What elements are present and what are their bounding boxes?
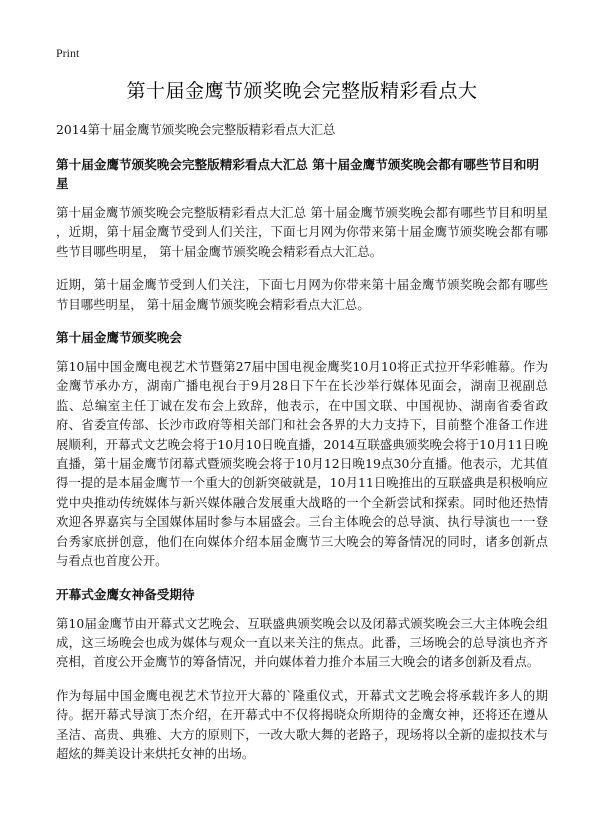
section-opening-goddess — [56, 585, 548, 764]
document-title: 第十届金鹰节颁奖晚会完整版精彩看点大 — [126, 80, 478, 102]
section-gala — [56, 328, 548, 570]
section-heading: 第十届金鹰节颁奖晚会完整版精彩看点大汇总 第十届金鹰节颁奖晚会都有哪些节目和明星 — [56, 157, 539, 191]
paragraph: 第十届金鹰节颁奖晚会完整版精彩看点大汇总 第十届金鹰节颁奖晚会都有哪些节目和明星 ，近期，第十届金鹰节受到人们关注，下面七月网为你带来第十届金鹰节颁奖晚会都有哪些节目哪些明星， 第十届金鹰节颁奖晚会精彩看点大汇总。 — [56, 205, 548, 259]
paragraph: 近期，第十届金鹰节受到人们关注，下面七月网为你带来第十届金鹰节颁奖晚会都有哪些节目哪些明星， 第十届金鹰节颁奖晚会精彩看点大汇总。 — [56, 277, 548, 312]
section-heading: 开幕式金鹰女神备受期待 — [56, 586, 195, 602]
document-body — [56, 78, 548, 777]
print-link[interactable]: Print — [56, 46, 80, 60]
document-summary: 2014第十届金鹰节颁奖晚会完整版精彩看点大汇总 — [56, 122, 336, 137]
section-overview — [56, 155, 548, 314]
paragraph: 第10届中国金鹰电视艺术节暨第27届中国电视金鹰奖10月10将正式拉开华彩帷幕。作为金鹰节承办方，湖南广播电视台于9月28日下午在长沙举行媒体见面会，湖南卫视副总监、总编室主任丁诚在发布会上致辞，他表示，在中国文联、中国视协、湖南省委省政府、省委宣传部、长沙市政府等相关部门和社会各界的大力支持下，目前整个准备工作进展顺利，开幕式文艺晚会将于10月10日晚直播，2014互联盛典颁奖晚会将于10月11日晚直播，第十届金鹰节闭幕式暨颁奖晚会将于10月12日晚19点30分直播。他表示，尤其值得一提的是本届金鹰节一个重大的创新突破就是，10月11日晚推出的互联盛典是积极响应党中央推动传统媒体与新兴媒体融合发展重大战略的一个全新尝试和探索。同时他还热情欢迎各界嘉宾与全国媒体届时参与本届盛会。三台主体晚会的总导演、执行导演也一一登台秀家底拼创意，他们在向媒体介绍本届金鹰节三大晚会的筹备情况的同时，诸多创新点与看点也首度公开。 — [56, 359, 548, 569]
paragraph: 第10届金鹰节由开幕式文艺晚会、互联盛典颁奖晚会以及闭幕式颁奖晚会三大主体晚会组成，这三场晚会也成为媒体与观众一直以来关注的焦点。此番，三场晚会的总导演也齐齐亮相，首度公开金鹰节的筹备情况，并向媒体着力推介本届三大晚会的诸多创新及看点。 — [56, 615, 548, 670]
paragraph: 作为每届中国金鹰电视艺术节拉开大幕的`隆重仪式，开幕式文艺晚会将承载许多人的期待。据开幕式导演丁杰介绍，在开幕式中不仅将揭晓众所期待的金鹰女神，还将还在遵从圣洁、高贵、典雅、大方的原则下，一改大歌大舞的老路子，现场将以全新的虚拟技术与超炫的舞美设计来烘托女神的出场。 — [56, 687, 548, 761]
section-heading: 第十届金鹰节颁奖晚会 — [56, 330, 182, 346]
